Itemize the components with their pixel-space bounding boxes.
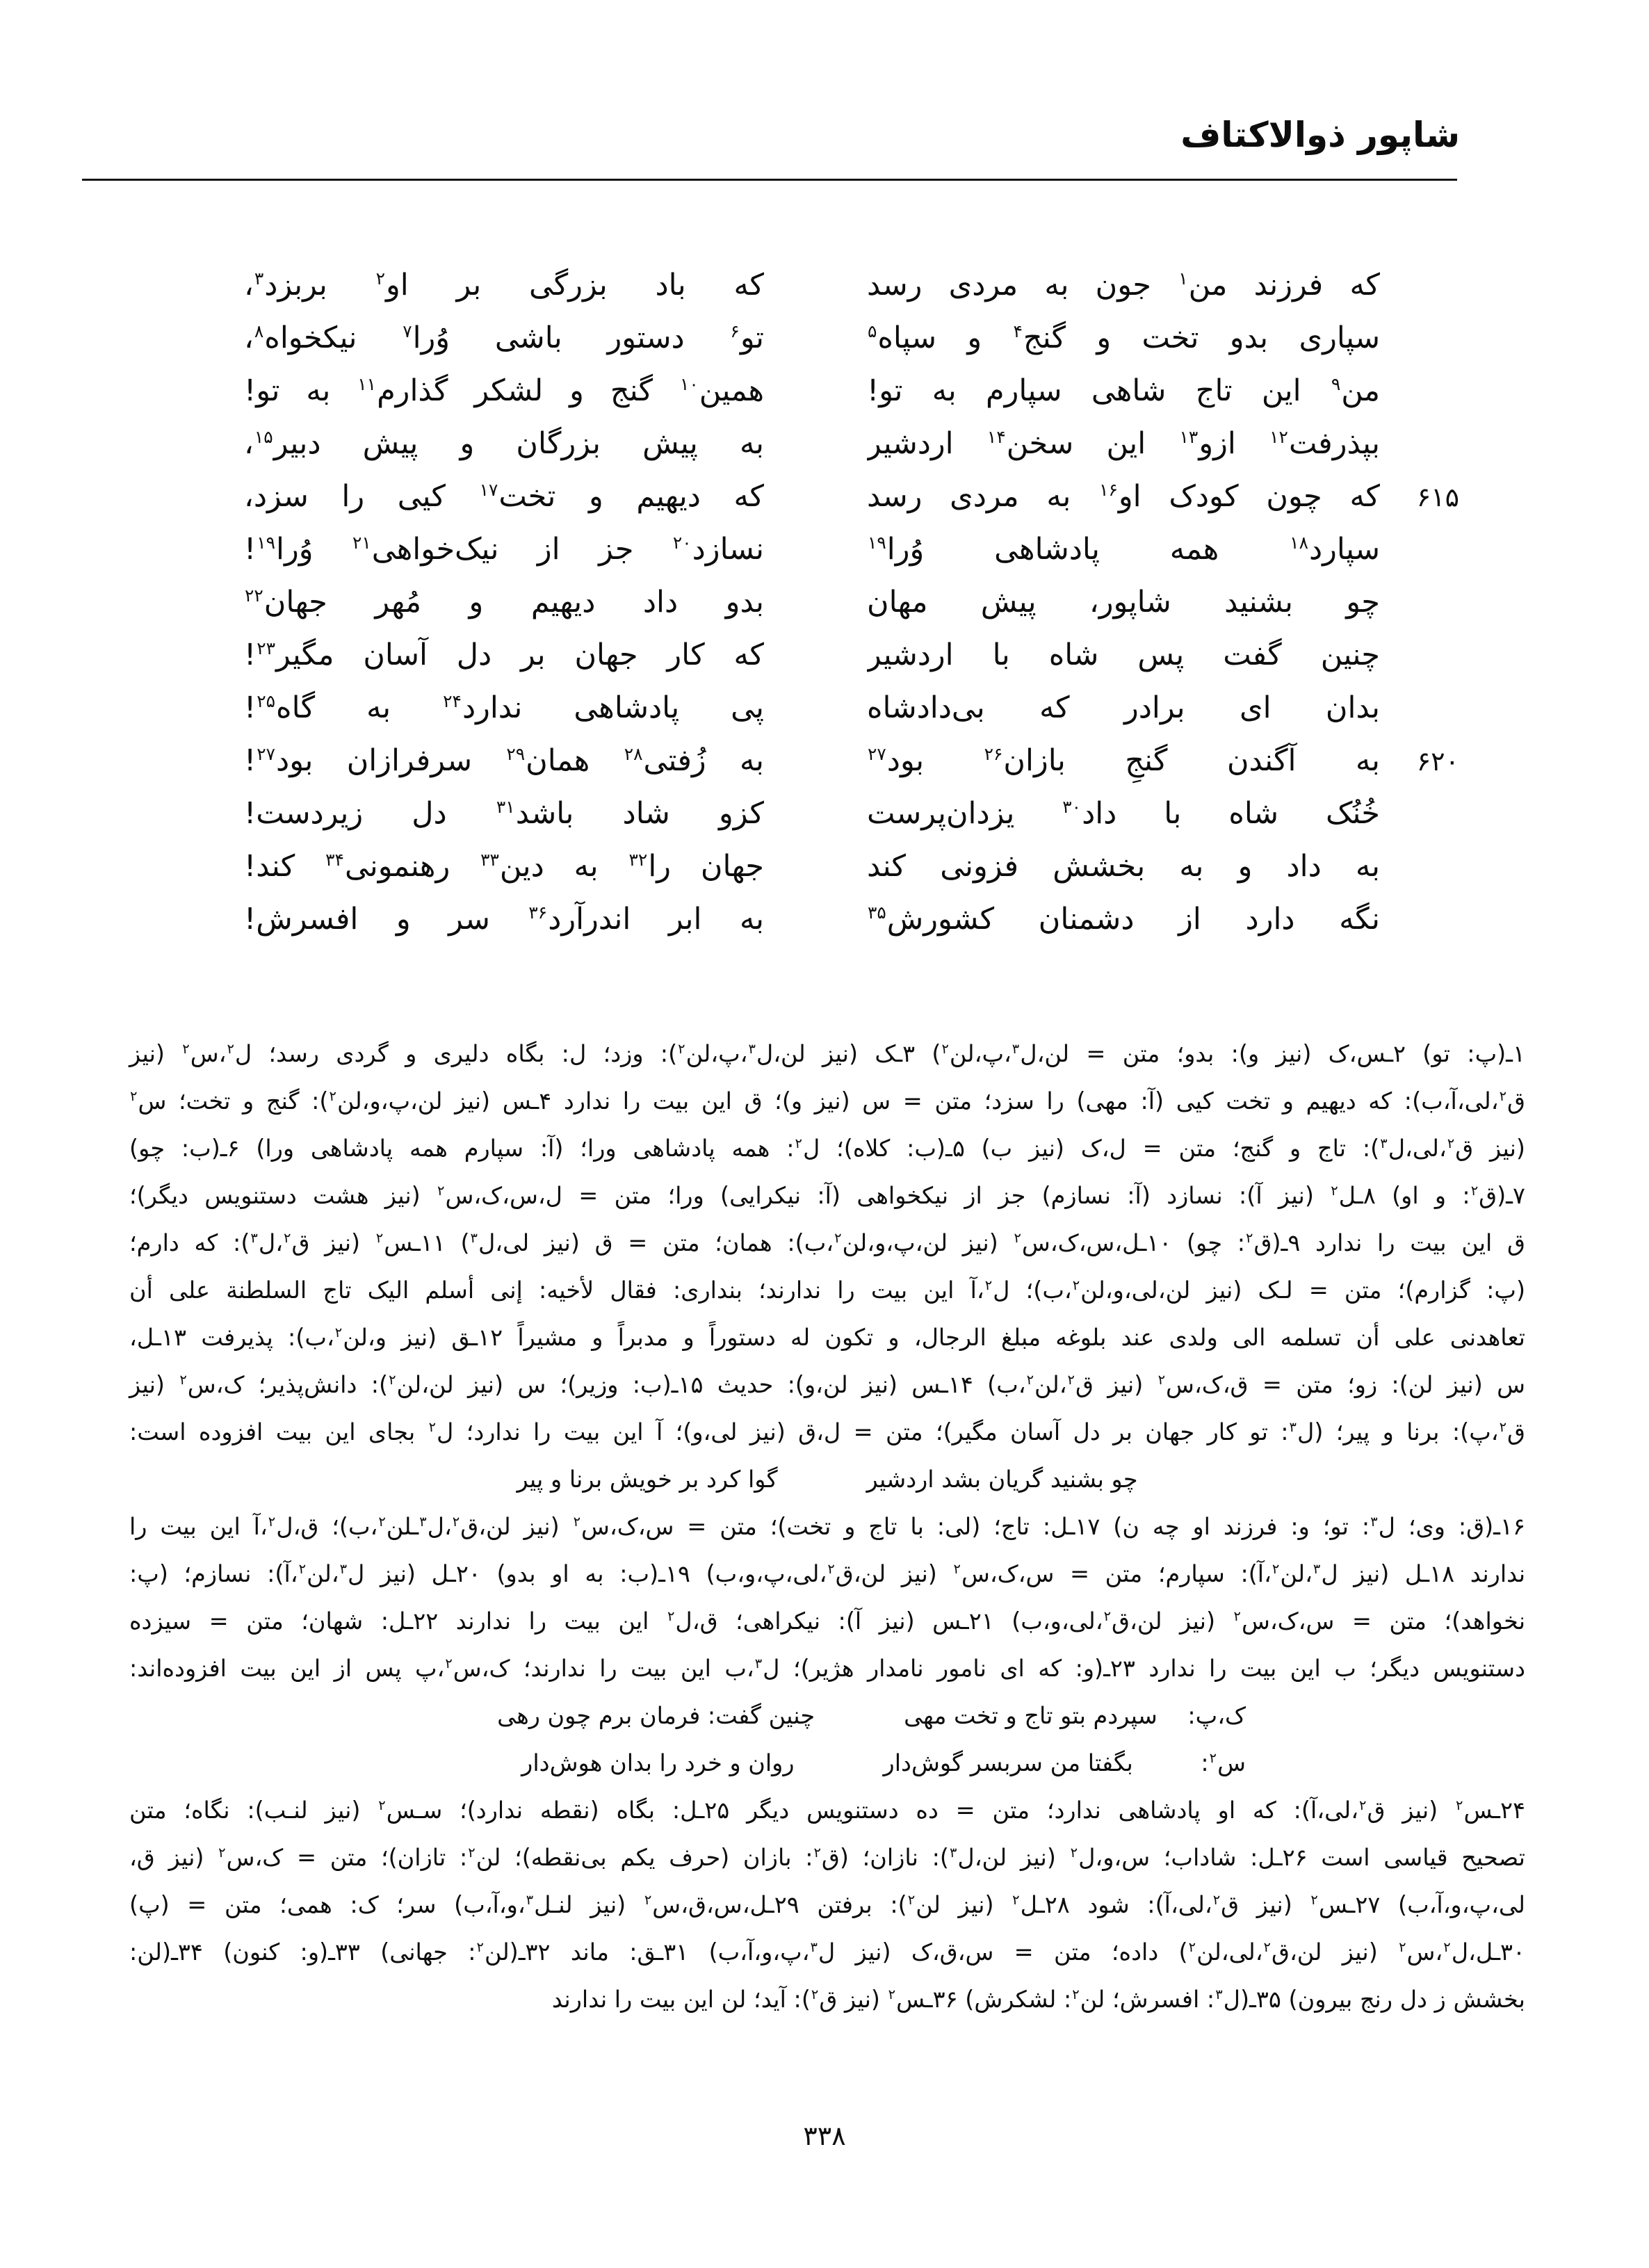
hemistich-left: جهان را$^{۳۲}$ به دین$^{۳۳}$ رهنمونی$^{۳۴}$ کند!: [244, 849, 764, 884]
hemistich-left: به زُفتی$^{۲۸}$ همان$^{۲۹}$ سرفرازان بود$^{۲۷}$!: [244, 743, 764, 778]
footnote-marker: ۲۵: [257, 690, 276, 711]
footnote-marker: ۳۵: [868, 902, 886, 923]
footnote-marker: ۳: [1289, 1418, 1297, 1435]
footnote-marker: ۲: [1209, 1749, 1217, 1766]
footnote-marker: ۲: [182, 1040, 190, 1057]
hemistich-left: کزو شاد باشد$^{۳۱}$ دل زیردست!: [244, 796, 764, 831]
footnote-marker: ۵: [868, 321, 877, 341]
couplet-hemistich-left: گوا کرد بر خویش برنا و پیر: [517, 1466, 778, 1493]
footnote-marker: ۱۴: [986, 426, 1006, 447]
footnote-marker: ۹: [1331, 373, 1341, 394]
hemistich-left: که دیهیم و تخت$^{۱۷}$ کیی را سزد،: [244, 479, 764, 514]
apparatus-line: تعاهدنی علی أن تسلمه الی ولدی عند بلوغه مبلغ الرجال، و تکون له دستوراً و مدبراً و مشیراً ۱۲ـق (نیز و،لن$^۲$،ب): پذیرفت ۱۳ـل،: [129, 1324, 1525, 1351]
footnote-marker: ۲: [1331, 1182, 1338, 1199]
apparatus-line: ندارند ۱۸ـل (نیز ل$^۳$،لن$^۲$،آ): سپارم؛ متن = س،ک،س$^۲$ (نیز لن،ق$^۲$،لی،پ،و،ب) ۱۹ـ(ب: به او بدو) ۲۰ـل (نیز ل$^۳$،لن$^۲$،آ): نسازم؛ (پ:: [129, 1560, 1526, 1587]
footnote-marker: ۱۲: [1269, 426, 1288, 447]
footnote-marker: ۳۰: [1062, 796, 1082, 817]
verse-row: [0, 523, 1649, 576]
apparatus-line: بخشش ز دل رنج بیرون) ۳۵ـ(ل$^۳$: افسرش؛ لن$^۲$: لشکرش) ۳۶ـس$^۲$ (نیز ق$^۲$): آید؛ لن این بیت را ندارند: [551, 1986, 1525, 2013]
apparatus-line: دستنویس دیگر؛ ب این بیت را ندارد ۲۳ـ(و: که ای نامور نامدار هژیر)؛ ل$^۳$،ب این بیت را ندارند؛ ک،س$^۲$،پ پس از این بیت افزوده‌اند:: [129, 1655, 1525, 1682]
footnote-marker: ۲: [1067, 1371, 1075, 1388]
footnote-marker: ۳: [949, 1844, 957, 1861]
footnote-marker: ۲: [179, 1371, 187, 1388]
footnote-marker: ۳۶: [528, 902, 548, 923]
hemistich-right: چنین گفت پس شاه با اردشیر: [867, 638, 1380, 672]
footnote-marker: ۲۹: [506, 743, 526, 764]
hemistich-right: سپارد$^{۱۸}$ همه پادشاهی وُرا$^{۱۹}$: [868, 532, 1380, 567]
footnote-marker: ۲: [227, 1040, 234, 1057]
couplet-hemistich-right: چو بشنید گریان بشد اردشیر: [866, 1466, 1138, 1493]
footnote-marker: ۲: [268, 1513, 276, 1530]
verse-row: [0, 681, 1649, 734]
footnote-marker: ۲: [329, 1087, 336, 1104]
apparatus-line: ق$^۲$،لی،آ،ب): که دیهیم و تخت کیی (آ: مهی) را سزد؛ متن = س (نیز و)؛ ق این بیت را ندارد ۴ـس (نیز لن،پ،و،لن$^۲$): گنج و تخت؛ س$^۲$: [130, 1087, 1526, 1115]
footnote-marker: ۱۹: [257, 532, 276, 553]
verse-number: ۶۲۰: [1416, 746, 1459, 777]
footnote-marker: ۲: [1212, 1891, 1221, 1908]
verse-row: [0, 840, 1649, 893]
footnote-marker: ۲: [1246, 1229, 1253, 1246]
footnote-marker: ۲: [1499, 1087, 1507, 1104]
hemistich-right: نگه دارد از دشمنان کشورش$^{۳۵}$: [868, 902, 1380, 937]
footnote-marker: ۲: [795, 1135, 802, 1151]
footnote-marker: ۲: [1188, 1938, 1196, 1955]
footnote-marker: ۲: [130, 1087, 138, 1104]
footnote-marker: ۱۰: [679, 373, 699, 394]
hemistich-right: بپذرفت$^{۱۲}$ ازو$^{۱۳}$ این سخن$^{۱۴}$ اردشیر: [867, 426, 1380, 461]
footnote-marker: ۲: [1359, 1797, 1367, 1813]
footnote-marker: ۲: [1012, 1891, 1020, 1908]
footnote-marker: ۲: [1456, 1797, 1463, 1813]
verse-row: [0, 787, 1649, 840]
hemistich-right: خُنُک شاه با داد$^{۳۰}$ یزدان‌پرست: [867, 796, 1380, 831]
apparatus-line: ۷ـ(ق$^۲$: و او) ۸ـل$^۲$ (نیز آ): نسازد (آ: نسازم) جز از نیکخواهی (آ: نیکرایی) ورا؛ متن = ل،س،ک،س$^۲$ (نیز هشت دستنویس دیگر)؛: [129, 1182, 1526, 1209]
footnote-marker: ۲: [1399, 1938, 1406, 1955]
footnote-marker: ۲: [298, 1560, 307, 1577]
poem: [0, 259, 1649, 946]
couplet-hemistich-right: بگفتا من سربسر گوش‌دار: [883, 1749, 1133, 1776]
hemistich-left: به پیش بزرگان و پیش دبیر$^{۱۵}$،: [244, 426, 764, 461]
footnote-marker: ۲: [678, 1040, 685, 1057]
footnote-marker: ۱۷: [479, 479, 498, 500]
footnote-marker: ۲: [334, 1324, 343, 1340]
footnote-marker: ۲: [1310, 1891, 1318, 1908]
couplet-hemistich-left: چنین گفت: فرمان برم چون رهی: [497, 1702, 815, 1729]
footnote-marker: ۲: [437, 1182, 445, 1199]
apparatus-variant-couplet: [129, 1456, 1525, 1503]
hemistich-right: من$^۹$ این تاج شاهی سپارم به تو!: [867, 373, 1380, 408]
apparatus-line: ۱ـ(پ: تو) ۲ـس،ک (نیز و): بدو؛ متن = لن،ل$^۳$،پ،لن$^۲$) ۳ـک (نیز لن،ل$^۳$،پ،لن$^۲$): وزد؛ ل: بگاه دلیری و گردی رسد؛ ل$^۲$،س$^۲$ (نیز: [129, 1040, 1525, 1067]
footnote-marker: ۸: [254, 321, 264, 341]
hemistich-right: به داد و به بخشش فزونی کند: [867, 849, 1380, 884]
footnote-marker: ۳: [470, 1229, 478, 1246]
footnote-marker: ۲: [284, 1229, 291, 1246]
footnote-marker: ۳: [748, 1040, 756, 1057]
apparatus-line: لی،پ،و،آ،ب) ۲۷ـس$^۲$ (نیز ق$^۲$،لی،آ): شود ۲۸ـل$^۲$ (نیز لن$^۲$): برفتن ۲۹ـل،س،ق،س$^۲$ (نیز لنـل$^۳$،و،آ،ب) سر؛ ک: همی؛ متن = (پ): [129, 1891, 1526, 1918]
footnote-marker: ۲: [941, 1040, 949, 1057]
hemistich-right: چو بشنید شاپور، پیش مهان: [867, 585, 1380, 619]
footnote-marker: ۲۰: [672, 532, 692, 553]
hemistich-right: به آگندن گنجِ بازان$^{۲۶}$ بود$^{۲۷}$: [868, 743, 1380, 778]
footnote-marker: ۱۵: [254, 426, 273, 447]
footnote-marker: ۲: [218, 1844, 226, 1861]
hemistich-left: که کار جهان بر دل آسان مگیر$^{۲۳}$!: [244, 638, 764, 672]
verse-row: [0, 417, 1649, 470]
footnote-marker: ۱۱: [357, 373, 377, 394]
footnote-marker: ۴: [1013, 321, 1023, 341]
footnote-marker: ۲: [834, 1229, 842, 1246]
footnote-marker: ۲: [1072, 1986, 1080, 2002]
apparatus-line: ق این بیت را ندارد ۹ـ(ق$^۲$: چو) ۱۰ـل،س،ک،س$^۲$ (نیز لن،پ،و،لن$^۲$،ب): همان؛ متن = ق (نیز لی،ل$^۳$) ۱۱ـس$^۲$ (نیز ق$^۲$،ل$^۳$): که دارم؛: [129, 1229, 1526, 1256]
footnote-marker: ۲: [644, 1891, 652, 1908]
footnote-marker: ۲: [428, 1418, 436, 1435]
footnote-marker: ۱۸: [1290, 532, 1308, 553]
verse-row: [0, 629, 1649, 681]
verse-row: [0, 311, 1649, 364]
footnote-marker: ۲: [1447, 1135, 1455, 1151]
verse-row: [0, 470, 1649, 523]
footnote-marker: ۳: [810, 1938, 818, 1955]
apparatus-line: تصحیح قیاسی است ۲۶ـل: شاداب؛ س،و،ل$^۲$ (نیز لن،ل$^۳$): نازان؛ (ق$^۲$: بازان (حرف یکم بی‌نقطه)؛ لن$^۲$: تازان)؛ متن = ک،س$^۲$ (نیز ق،: [129, 1844, 1525, 1871]
footnote-marker: ۶: [730, 321, 740, 341]
footnote-marker: ۲: [1026, 1371, 1034, 1388]
footnote-marker: ۲: [984, 1277, 993, 1293]
apparatus-line: س (نیز لن): زو؛ متن = ق،ک،س$^۲$ (نیز ق$^۲$،لن$^۲$،ب) ۱۴ـس (نیز لن،و): حدیث ۱۵ـ(ب: وزیر)؛ س (نیز لن،لن$^۲$): دانش‌پذیر؛ ک،س$^۲$ (نیز: [129, 1371, 1526, 1398]
footnote-marker: ۲: [1443, 1938, 1451, 1955]
footnote-marker: ۲: [452, 1513, 460, 1530]
footnote-marker: ۳۳: [480, 849, 499, 870]
hemistich-right: که فرزند من$^۱$ جون به مردی رسد: [867, 268, 1380, 302]
footnote-marker: ۳: [1370, 1513, 1378, 1530]
verse-row: [0, 734, 1649, 787]
apparatus-line: ق$^۲$،پ): برنا و پیر؛ (ل$^۳$: تو کار جهان بر دل آسان مگیر)؛ متن = ل،ق (نیز لی،و)؛ آ این بیت را ندارد؛ ل$^۲$ بجای این بیت افزوده است:: [129, 1418, 1525, 1445]
footnote-marker: ۲: [1070, 1844, 1078, 1861]
footnote-marker: ۲: [375, 1229, 384, 1246]
footnote-marker: ۲۶: [984, 743, 1003, 764]
footnote-marker: ۳۴: [325, 849, 344, 870]
couplet-hemistich-right: سپردم بتو تاج و تخت مهی: [904, 1702, 1157, 1729]
critical-apparatus: [129, 1030, 1525, 2023]
footnote-marker: ۲: [445, 1655, 453, 1671]
footnote-marker: ۲: [1272, 1560, 1280, 1577]
page-number: ۳۳۸: [803, 2121, 846, 2151]
verse-row: [0, 364, 1649, 417]
footnote-marker: ۲: [1072, 1277, 1080, 1293]
footnote-marker: ۲: [378, 1513, 386, 1530]
footnote-marker: ۲: [389, 1371, 396, 1388]
verse-row: [0, 576, 1649, 629]
footnote-marker: ۳۱: [496, 796, 515, 817]
verse-number: ۶۱۵: [1416, 482, 1459, 512]
footnote-marker: ۳۲: [628, 849, 648, 870]
footnote-marker: ۱۹: [868, 532, 886, 553]
footnote-marker: ۲: [468, 1844, 476, 1861]
footnote-marker: ۳: [419, 1513, 427, 1530]
couplet-source-label: ک،پ:: [1187, 1702, 1246, 1729]
footnote-marker: ۲: [573, 1513, 580, 1530]
footnote-marker: ۷: [403, 321, 412, 341]
footnote-marker: ۲۸: [624, 743, 643, 764]
apparatus-line: ۳۰ـل،ل$^۲$،س$^۲$ (نیز لن،ق$^۲$،لی،لن$^۲$) داده؛ متن = س،ق،ک (نیز ل$^۳$،پ،و،آ،ب) ۳۱ـق: ماند ۳۲ـ(لن$^۲$: جهانی) ۳۳ـ(و: کنون) ۳۴ـ(لن:: [129, 1938, 1526, 1966]
footnote-marker: ۲: [827, 1560, 835, 1577]
hemistich-right: بدان ای برادر که بی‌دادشاه: [867, 690, 1380, 725]
footnote-marker: ۳: [754, 1655, 763, 1671]
hemistich-left: تو$^۶$ دستور باشی وُرا$^۷$ نیکخواه$^۸$،: [244, 321, 764, 355]
apparatus-line: (پ: گزارم)؛ متن = لـک (نیز لن،لی،و،لن$^۲$،ب)؛ ل$^۲$،آ این بیت را ندارند؛ بنداری: فقال لأخیه: إنی أسلم الیک تاج السلطنة علی أن: [129, 1277, 1526, 1304]
footnote-marker: ۲: [1263, 1938, 1271, 1955]
footnote-marker: ۱: [1178, 268, 1188, 289]
hemistich-left: به ابر اندرآرد$^{۳۶}$ سر و افسرش!: [244, 902, 764, 937]
hemistich-left: بدو داد دیهیم و مُهر جهان$^{۲۲}$: [245, 585, 764, 619]
footnote-marker: ۲: [1103, 1607, 1112, 1624]
footnote-marker: ۳: [339, 1560, 348, 1577]
hemistich-left: نسازد$^{۲۰}$ جز از نیک‌خواهی$^{۲۱}$ وُرا$^{۱۹}$!: [244, 532, 764, 567]
hemistich-right: سپاری بدو تخت و گنج$^۴$ و سپاه$^۵$: [868, 321, 1380, 355]
footnote-marker: ۲: [888, 1986, 896, 2002]
footnote-marker: ۲۱: [352, 532, 371, 553]
footnote-marker: ۲: [1014, 1229, 1021, 1246]
footnote-marker: ۲۲: [245, 585, 263, 606]
footnote-marker: ۲: [1233, 1607, 1241, 1624]
footnote-marker: ۲: [813, 1844, 821, 1861]
footnote-marker: ۲: [1499, 1418, 1506, 1435]
header-rule: [82, 179, 1457, 181]
footnote-marker: ۳: [1380, 1135, 1388, 1151]
footnote-marker: ۳: [1215, 1986, 1223, 2002]
footnote-marker: ۲: [953, 1560, 961, 1577]
footnote-marker: ۲: [476, 1938, 484, 1955]
hemistich-right: که چون کودک او$^{۱۶}$ به مردی رسد: [867, 479, 1380, 514]
footnote-marker: ۲: [375, 268, 386, 289]
apparatus-variant-couplet: [129, 1692, 1525, 1740]
hemistich-left: پی پادشاهی ندارد$^{۲۴}$ به گاه$^{۲۵}$!: [244, 690, 764, 725]
footnote-marker: ۲: [378, 1797, 386, 1813]
apparatus-line: ۲۴ـس$^۲$ (نیز ق$^۲$،لی،آ): که او پادشاهی ندارد؛ متن = ده دستنویس دیگر ۲۵ـل: بگاه (نقطه ندارد)؛ سـس$^۲$ (نیز لنـب): نگاه؛ متن: [129, 1797, 1525, 1824]
footnote-marker: ۳: [1012, 1040, 1020, 1057]
apparatus-variant-couplet: [129, 1740, 1525, 1787]
footnote-marker: ۳: [250, 1229, 258, 1246]
footnote-marker: ۲۴: [443, 690, 462, 711]
apparatus-line: نخواهد)؛ متن = س،ک،س$^۲$ (نیز لن،ق$^۲$،لی،و،ب) ۲۱ـس (نیز آ): نیکراهی؛ ق،ل$^۲$ این بیت را ندارند ۲۲ـل: شهان؛ متن = سیزده: [129, 1607, 1526, 1635]
footnote-marker: ۲: [1470, 1182, 1479, 1199]
footnote-marker: ۲: [1157, 1371, 1166, 1388]
footnote-marker: ۲: [667, 1607, 675, 1624]
couplet-source-label: س$^۲$:: [1201, 1749, 1246, 1776]
footnote-marker: ۳: [526, 1891, 534, 1908]
verse-row: [0, 893, 1649, 946]
footnote-marker: ۳: [254, 268, 264, 289]
footnote-marker: ۲: [811, 1986, 819, 2002]
footnote-marker: ۱۶: [1099, 479, 1118, 500]
footnote-marker: ۲۷: [868, 743, 886, 764]
apparatus-line: (نیز ق$^۲$،لی،ل$^۳$): تاج و گنج؛ متن = ل،ک (نیز ب) ۵ـ(ب: کلاه)؛ ل$^۲$: همه پادشاهی ورا؛ (آ: سپارم همه پادشاهی ورا) ۶ـ(ب: چو): [129, 1135, 1525, 1162]
apparatus-line: ۱۶ـ(ق: وی؛ ل$^۳$: تو؛ و: فرزند او چه ن) ۱۷ـل: تاج؛ (لی: با تاج و تخت)؛ متن = س،ک،س$^۲$ (نیز لن،ق$^۲$،ل$^۳$ـلن$^۲$،ب)؛ ق،ل$^۲$،آ این بیت را: [129, 1513, 1525, 1540]
verse-row: [0, 259, 1649, 311]
hemistich-left: همین$^{۱۰}$ گنج و لشکر گذارم$^{۱۱}$ به تو!: [244, 373, 764, 408]
footnote-marker: ۲: [907, 1891, 916, 1908]
footnote-marker: ۱۳: [1179, 426, 1199, 447]
footnote-marker: ۲۳: [257, 638, 276, 658]
footnote-marker: ۲۷: [257, 743, 276, 764]
hemistich-left: که باد بزرگی بر او$^۲$ بربزد$^۳$،: [244, 268, 764, 302]
page-title: شاپور ذوالاکتاف: [1180, 115, 1460, 155]
couplet-hemistich-left: روان و خرد را بدان هوش‌دار: [521, 1749, 795, 1776]
footnote-marker: ۳: [1313, 1560, 1321, 1577]
